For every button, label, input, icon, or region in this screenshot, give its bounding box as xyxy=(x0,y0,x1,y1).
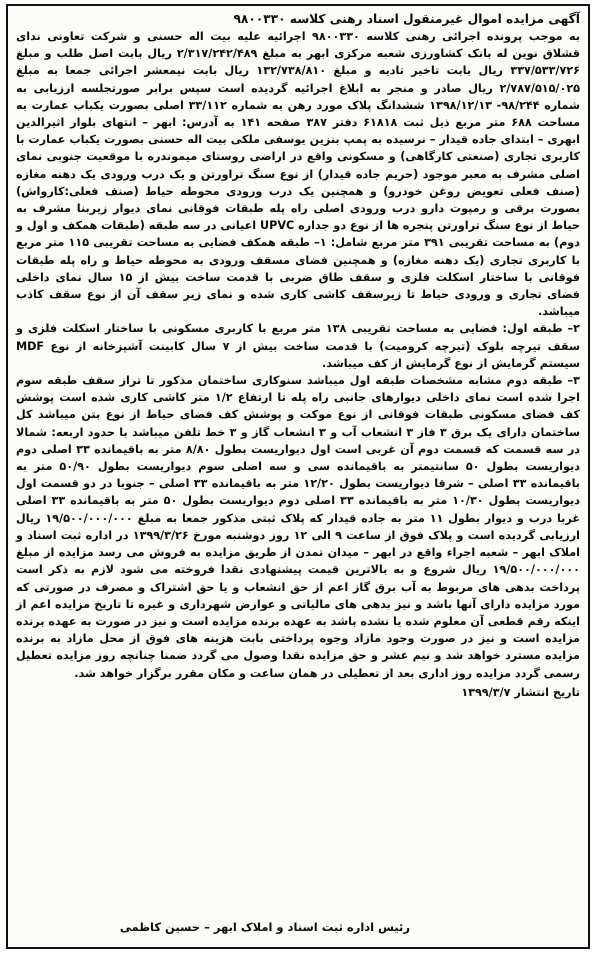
notice-item-second-floor: ۳– طبقه دوم مشابه مشخصات طبقه اول میباشد سنوکاری ساختمان مذکور تا تراز سقف طبقه سوم اجرا شده است نمای داخلی دیوارهای جانبی راه پله تا ارتفاع ۱/۲ متر کاشی کاری شده است پوشش کف فضای مسکونی طبقات فوقانی از نوع موکت و پوشش کف فضای حیاط از نوع بتن میباشد کل ساختمان دارای یک برق ۳ فاز ۳ انشعاب آب و ۳ انشعاب گاز و ۳ خط تلفن میباشد با حدود اربعه: شمالا در سه قسمت که قسمت دوم آن غربی است اول دیواریست بطول ۸/۸۰ متر به باقیمانده ۳۳ اصلی دوم دیواریست بطول ۵۰ سانتیمتر به باقیمانده سی و سه اصلی سوم دیواریست بطول ۵۰/۹۰ متر به باقیمانده ۳۳ اصلی – شرقا دیواریست بطول ۱۲/۲۰ متر به باقیمانده ۳۳ اصلی – جنوبا در دو قسمت اول دیواریست بطول ۱۰/۳۰ متر به باقیمانده ۳۳ اصلی دوم دیواریست بطول ۵۰ متر به باقیمانده ۳۳ اصلی غربا درب و دیوار بطول ۱۱ متر به جاده قیدار که پلاک ثبتی مذکور جمعا به مبلغ ۱۹/۵۰۰/۰۰۰/۰۰۰ ریال ارزیابی گردیده است و پلاک فوق از ساعت ۹ الی ۱۲ روز دوشنبه مورخ ۱۳۹۹/۳/۲۶ در اداره ثبت اسناد و املاک ابهر – شعبه اجراء واقع در ابهر – میدان تمدن از طریق مزایده به فروش می رسد مزایده از مبلغ ۱۹/۵۰۰/۰۰۰/۰۰۰ ریال شروع و به بالاترین قیمت پیشنهادی نقدا فروخته می شود لازم به ذکر است پرداخت بدهی های مربوط به آب برق گاز اعم از حق انشعاب و یا حق اشتراک و مصرف در صورتی که مورد مزایده دارای آنها باشد و نیز بدهی های مالیاتی و عوارض شهرداری و غیره تا تاریخ مزایده اعم از اینکه رقم قطعی آن معلوم شده یا نشده باشد به عهده برنده مزایده است و نیز در صورت به عهده برنده مزایده است و نیز در صورت وجود مازاد وجوه پرداختی بابت هزینه های فوق از محل مازاد به برنده مزایده مسترد خواهد شد و نیم عشر و حق مزایده نقدا وصول می گردد ضمنا چنانچه روز مزایده تعطیل رسمی گردد مزایده روز اداری بعد از تعطیلی در همان ساعت و مکان مقرر برگزار خواهد شد. xyxy=(16,374,580,680)
notice-item-first-floor: ۲– طبقه اول: فضایی به مساحت تقریبی ۱۳۸ متر مربع با کاربری مسکونی با ساختار اسکلت فلزی و سقف تیرچه بلوک (تیرچه کرومیت) با قدمت ساخت بیش از ۷ سال کابینت آشپزخانه از نوع MDF سیستم گرمایش از نوع گرمایش از کف میباشد. xyxy=(16,322,580,370)
publish-date: تاریخ انتشار ۱۳۹۹/۳/۷ xyxy=(461,685,580,699)
auction-notice xyxy=(6,4,590,949)
notice-title: آگهی مزایده اموال غیرمنقول اسناد رهنی کلاسه ۹۸۰۰۳۳۰ xyxy=(233,12,580,26)
notice-footer xyxy=(16,915,580,937)
notice-body: به موجب پرونده اجرائی رهنی کلاسه ۹۸۰۰۳۳۰ اجرائیه علیه بیت اله حسنی و شرکت تعاونی ندای قشلاق نوین له بانک کشاورزی شعبه مرکزی ابهر به مبلغ ۲/۳۱۷/۲۴۲/۴۸۹ ریال بابت اصل طلب و مبلغ ۳۳۷/۵۳۳/۷۲۶ ریال بابت تاخیر تادیه و مبلغ ۱۳۲/۷۳۸/۸۱۰ ریال بابت نیمعشر اجرائی جمعا به مبلغ ۲/۷۸۷/۵۱۵/۰۲۵ ریال صادر و منجر به ابلاغ اجرائیه گردیده است سپس برابر صورتجلسه ارزیابی به شماره ۹۸/۲۴۴- ۱۳۹۸/۱۲/۱۳ ششدانگ پلاک مورد رهن به شماره ۳۳/۱۱۲ اصلی بصورت یکباب عمارت به مساحت ۶۸۸ متر مربع ذیل ثبت ۶۱۸۱۸ دفتر ۳۸۷ صفحه ۱۴۱ به آدرس: ابهر – انتهای بلوار اثیرالدین ابهری – ابتدای جاده قیدار – نرسیده به پمپ بنزین یوسفی ملکی بیت اله حسنی بصورت یکباب عمارت با کاربری تجاری (صنعتی کارگاهی) و مسکونی واقع در اراضی روستای میموندره با موقعیت جنوبی نمای اصلی مشرف به معبر موجود (حریم جاده قیدار) از نوع سنگ تراورتن و یک درب ورودی یک دهنه مغازه (صنف فعلی تعویض روغن خودرو) و همچنین یک درب ورودی محوطه حیاط (صنف فعلی:کارواش) بصورت برقی و رمپوت دارو درب ورودی اصلی راه پله طبقات فوقانی نمای دیوار زیربنا مشرف به حیاط از نوع سنگ تراورتن پنجره ها از نوع دو جداره UPVC اعیانی در سه طبقه (طبقات همکف و اول و دوم) به مساحت تقریبی ۳۹۱ متر مربع شامل: ۱– طبقه همکف فضایی به مساحت تقریبی ۱۱۵ متر مربع با کاربری تجاری (یک دهنه مغازه) و همچنین فضای مسقف ورودی به محوطه حیاط و راه پله طبقات فوقانی با ساختار اسکلت فلزی و سقف طاق ضربی با قدمت ساخت بیش از ۱۵ سال نمای داخلی فضای تجاری و ورودی حیاط تا زیرسقف کاشی کاری شده و نمای زیر سقف آن از نوع سقف کاذب میباشد. xyxy=(16,30,581,319)
signer: رئیس اداره ثبت اسناد و املاک ابهر – حسین کاظمی xyxy=(119,920,410,934)
